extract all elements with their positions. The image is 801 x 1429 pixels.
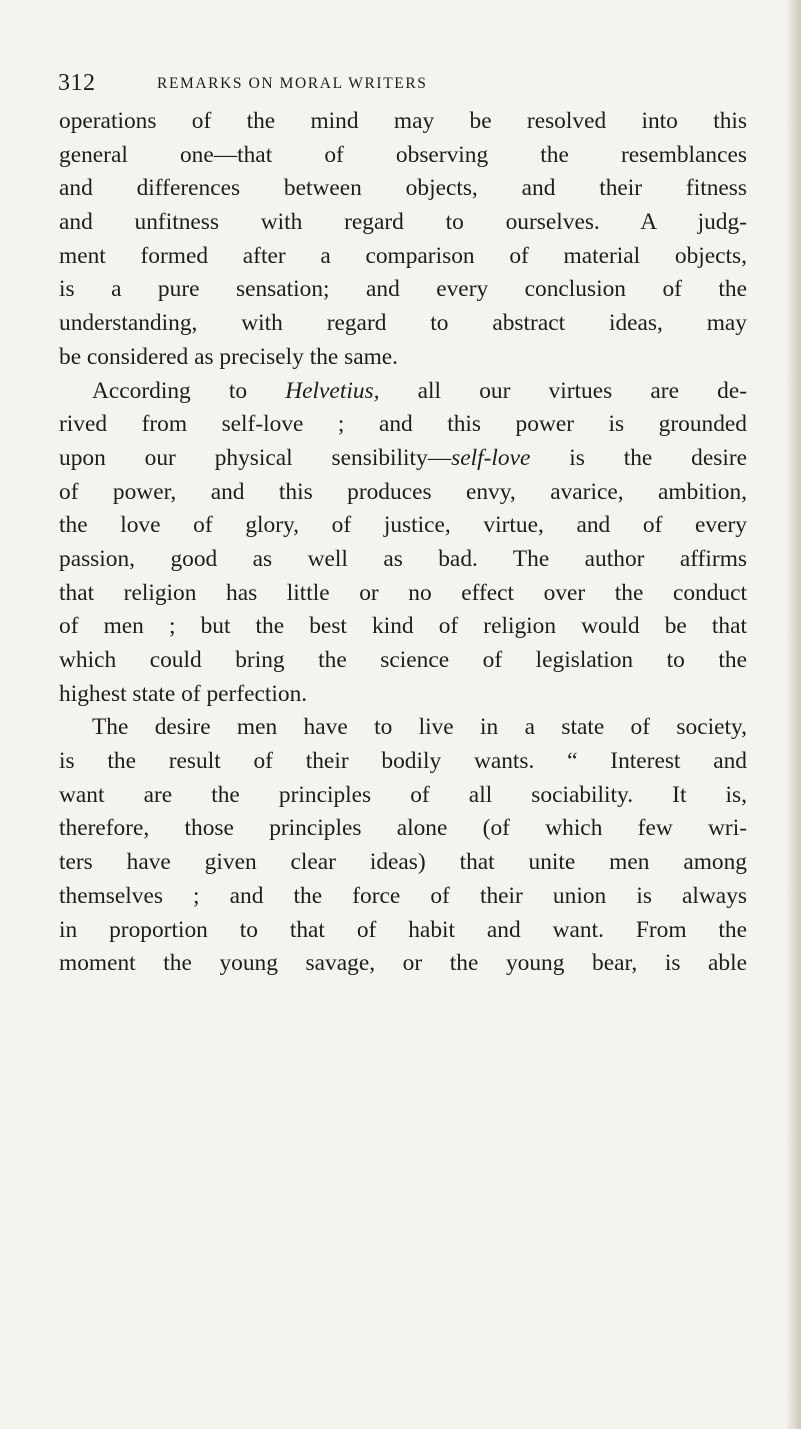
text-line: the love of glory, of justice, virtue, and of every: [59, 512, 747, 539]
text-line: operations of the mind may be resolved into this: [59, 108, 747, 134]
text-line: that religion has little or no effect over the conduct: [59, 579, 747, 606]
text-line: [59, 442, 747, 476]
text-line: in proportion to that of habit and want. From the: [59, 916, 747, 943]
running-head: [58, 68, 748, 102]
paragraph-end-line: highest state of perfection.: [59, 680, 308, 707]
text-line: and differences between objects, and their fitness: [59, 175, 747, 202]
text-line: moment the young savage, or the young bear, is able: [59, 950, 747, 977]
text-line: general one—that of observing the resemblances: [59, 141, 747, 168]
text-line: is the result of their bodily wants. “ Interest and: [59, 748, 747, 775]
text-line: understanding, with regard to abstract ideas, may: [59, 310, 747, 337]
page-edge-shadow: [787, 0, 801, 1429]
page-number: 312: [58, 70, 96, 96]
text-line: of power, and this produces envy, avarice, ambition,: [59, 478, 747, 505]
paragraph-end-line: be considered as precisely the same.: [59, 343, 399, 370]
text-line: which could bring the science of legislation to the: [59, 647, 747, 673]
paragraph-start-line: The desire men have to live in a state of society,: [92, 714, 747, 741]
text-fragment: upon our physical sensibility—: [59, 444, 452, 471]
text-line: ment formed after a comparison of material objects,: [59, 242, 747, 269]
paragraph-start-line: [59, 375, 747, 409]
body-text: [59, 105, 747, 981]
text-line: rived from self-love ; and this power is grounded: [59, 411, 747, 438]
text-line: of men ; but the best kind of religion would be that: [59, 613, 747, 640]
text-line: ters have given clear ideas) that unite men among: [59, 849, 747, 876]
text-line: therefore, those principles alone (of which few wri-: [59, 815, 747, 842]
text-line: want are the principles of all sociability. It is,: [59, 781, 747, 808]
italic-term-self-love: self-love: [451, 444, 531, 471]
text-line: themselves ; and the force of their union is always: [59, 882, 747, 909]
text-fragment: all our virtues are de-: [379, 377, 747, 404]
text-line: passion, good as well as bad. The author affirms: [59, 545, 747, 572]
text-fragment: According to: [92, 377, 286, 404]
text-line: and unfitness with regard to ourselves. A judg-: [59, 209, 747, 236]
text-fragment: is the desire: [530, 444, 747, 471]
running-title: REMARKS ON MORAL WRITERS: [157, 75, 428, 92]
text-line: is a pure sensation; and every conclusion of the: [59, 276, 747, 303]
italic-name-helvetius: Helvetius,: [285, 377, 380, 404]
